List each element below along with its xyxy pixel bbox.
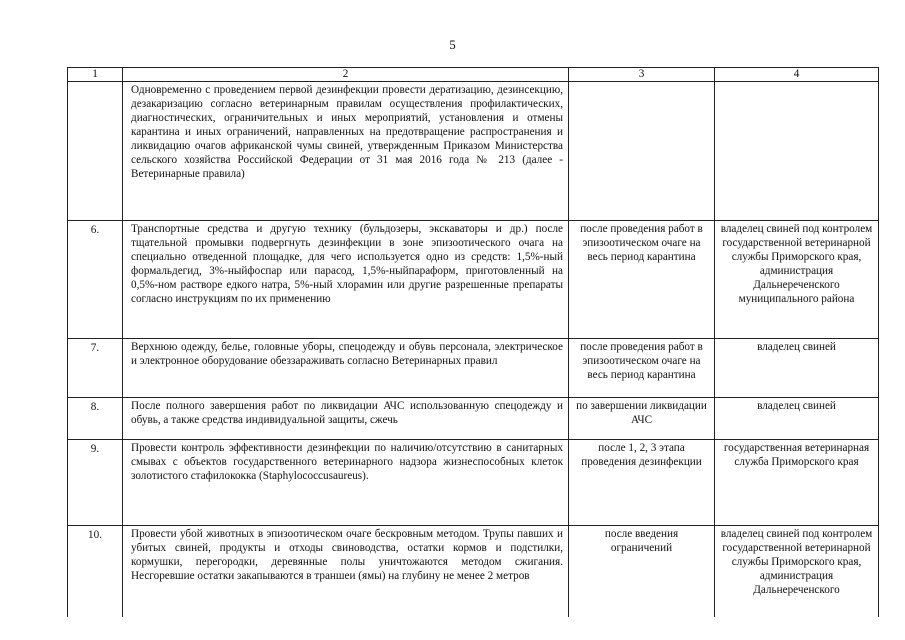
term-text: после 1, 2, 3 этапа проведения дезинфекции — [569, 440, 715, 526]
table-row — [68, 526, 879, 618]
measure-text: После полного завершения работ по ликвидации АЧС использованную спецодежду и обувь, а также средства индивидуальной защиты, сжечь — [123, 398, 569, 440]
table-row — [68, 339, 879, 398]
term-text — [569, 82, 715, 221]
row-number: 10. — [68, 526, 123, 618]
term-text: после введения ограничений — [569, 526, 715, 618]
responsible-text: владелец свиней — [715, 398, 879, 440]
row-number: 8. — [68, 398, 123, 440]
term-text: после проведения работ в эпизоотическом очаге на весь период карантина — [569, 339, 715, 398]
row-number: 7. — [68, 339, 123, 398]
measure-text: Провести убой животных в эпизоотическом очаге бескровным методом. Трупы павших и убитых свиней, продукты и отходы свиноводства, остатки кормов и подстилки, кормушки, перегородки, деревянные полы уничтожаются методом сжигания. Несгоревшие остатки закапываются в траншеи (ямы) на глубину не менее 2 метров — [123, 526, 569, 618]
header-col-2: 2 — [123, 68, 569, 82]
table-row — [68, 221, 879, 339]
measure-text: Верхнюю одежду, белье, головные уборы, спецодежду и обувь персонала, электрическое и электронное оборудование обеззараживать согласно Ветеринарных правил — [123, 339, 569, 398]
measure-text: Провести контроль эффективности дезинфекции по наличию/отсутствию в санитарных смывах с объектов государственного ветеринарного надзора жизнеспособных клеток золотистого стафилококка (Staphylococcusaureus). — [123, 440, 569, 526]
term-text: после проведения работ в эпизоотическом очаге на весь период карантина — [569, 221, 715, 339]
responsible-text — [715, 82, 879, 221]
measure-text: Одновременно с проведением первой дезинфекции провести дератизацию, дезинсекцию, дезакаризацию согласно ветеринарным правилам осуществления профилактических, диагностических, ограничительных и иных мероприятий, установления и отмены карантина и иных ограничений, направленных на предотвращение распространения и ликвидацию очагов африканской чумы свиней, утвержденным Приказом Министерства сельского хозяйства Российской Федерации от 31 мая 2016 года № 213 (далее - Ветеринарные правила) — [123, 82, 569, 221]
page-number: 5 — [449, 37, 456, 52]
responsible-text: владелец свиней под контролем государственной ветеринарной службы Приморского края, администрация Дальнереченского — [715, 526, 879, 618]
row-number: 9. — [68, 440, 123, 526]
table-header-row — [68, 68, 879, 82]
row-number: 6. — [68, 221, 123, 339]
header-col-1: 1 — [68, 68, 123, 82]
header-col-4: 4 — [715, 68, 879, 82]
header-col-3: 3 — [569, 68, 715, 82]
responsible-text: владелец свиней — [715, 339, 879, 398]
responsible-text: владелец свиней под контролем государственной ветеринарной службы Приморского края, администрация Дальнереченского муниципального района — [715, 221, 879, 339]
row-number — [68, 82, 123, 221]
responsible-text: государственная ветеринарная служба Приморского края — [715, 440, 879, 526]
table-row — [68, 440, 879, 526]
measure-text: Транспортные средства и другую технику (бульдозеры, экскаваторы и др.) после тщательной промывки подвергнуть дезинфекции в зоне эпизоотического очага на специально отведенной площадке, для чего используется одно из средств: 1,5%-ный формальдегид, 3%-ныйфоспар или парасод, 1,5%-ныйпараформ, приготовленный на 0,5%-ном растворе едкого натра, 5%-ный хлорамин или другие разрешенные препараты согласно инструкциям по их применению — [123, 221, 569, 339]
table-row — [68, 82, 879, 221]
term-text: по завершении ликвидации АЧС — [569, 398, 715, 440]
measures-table — [67, 67, 879, 617]
table-row — [68, 398, 879, 440]
